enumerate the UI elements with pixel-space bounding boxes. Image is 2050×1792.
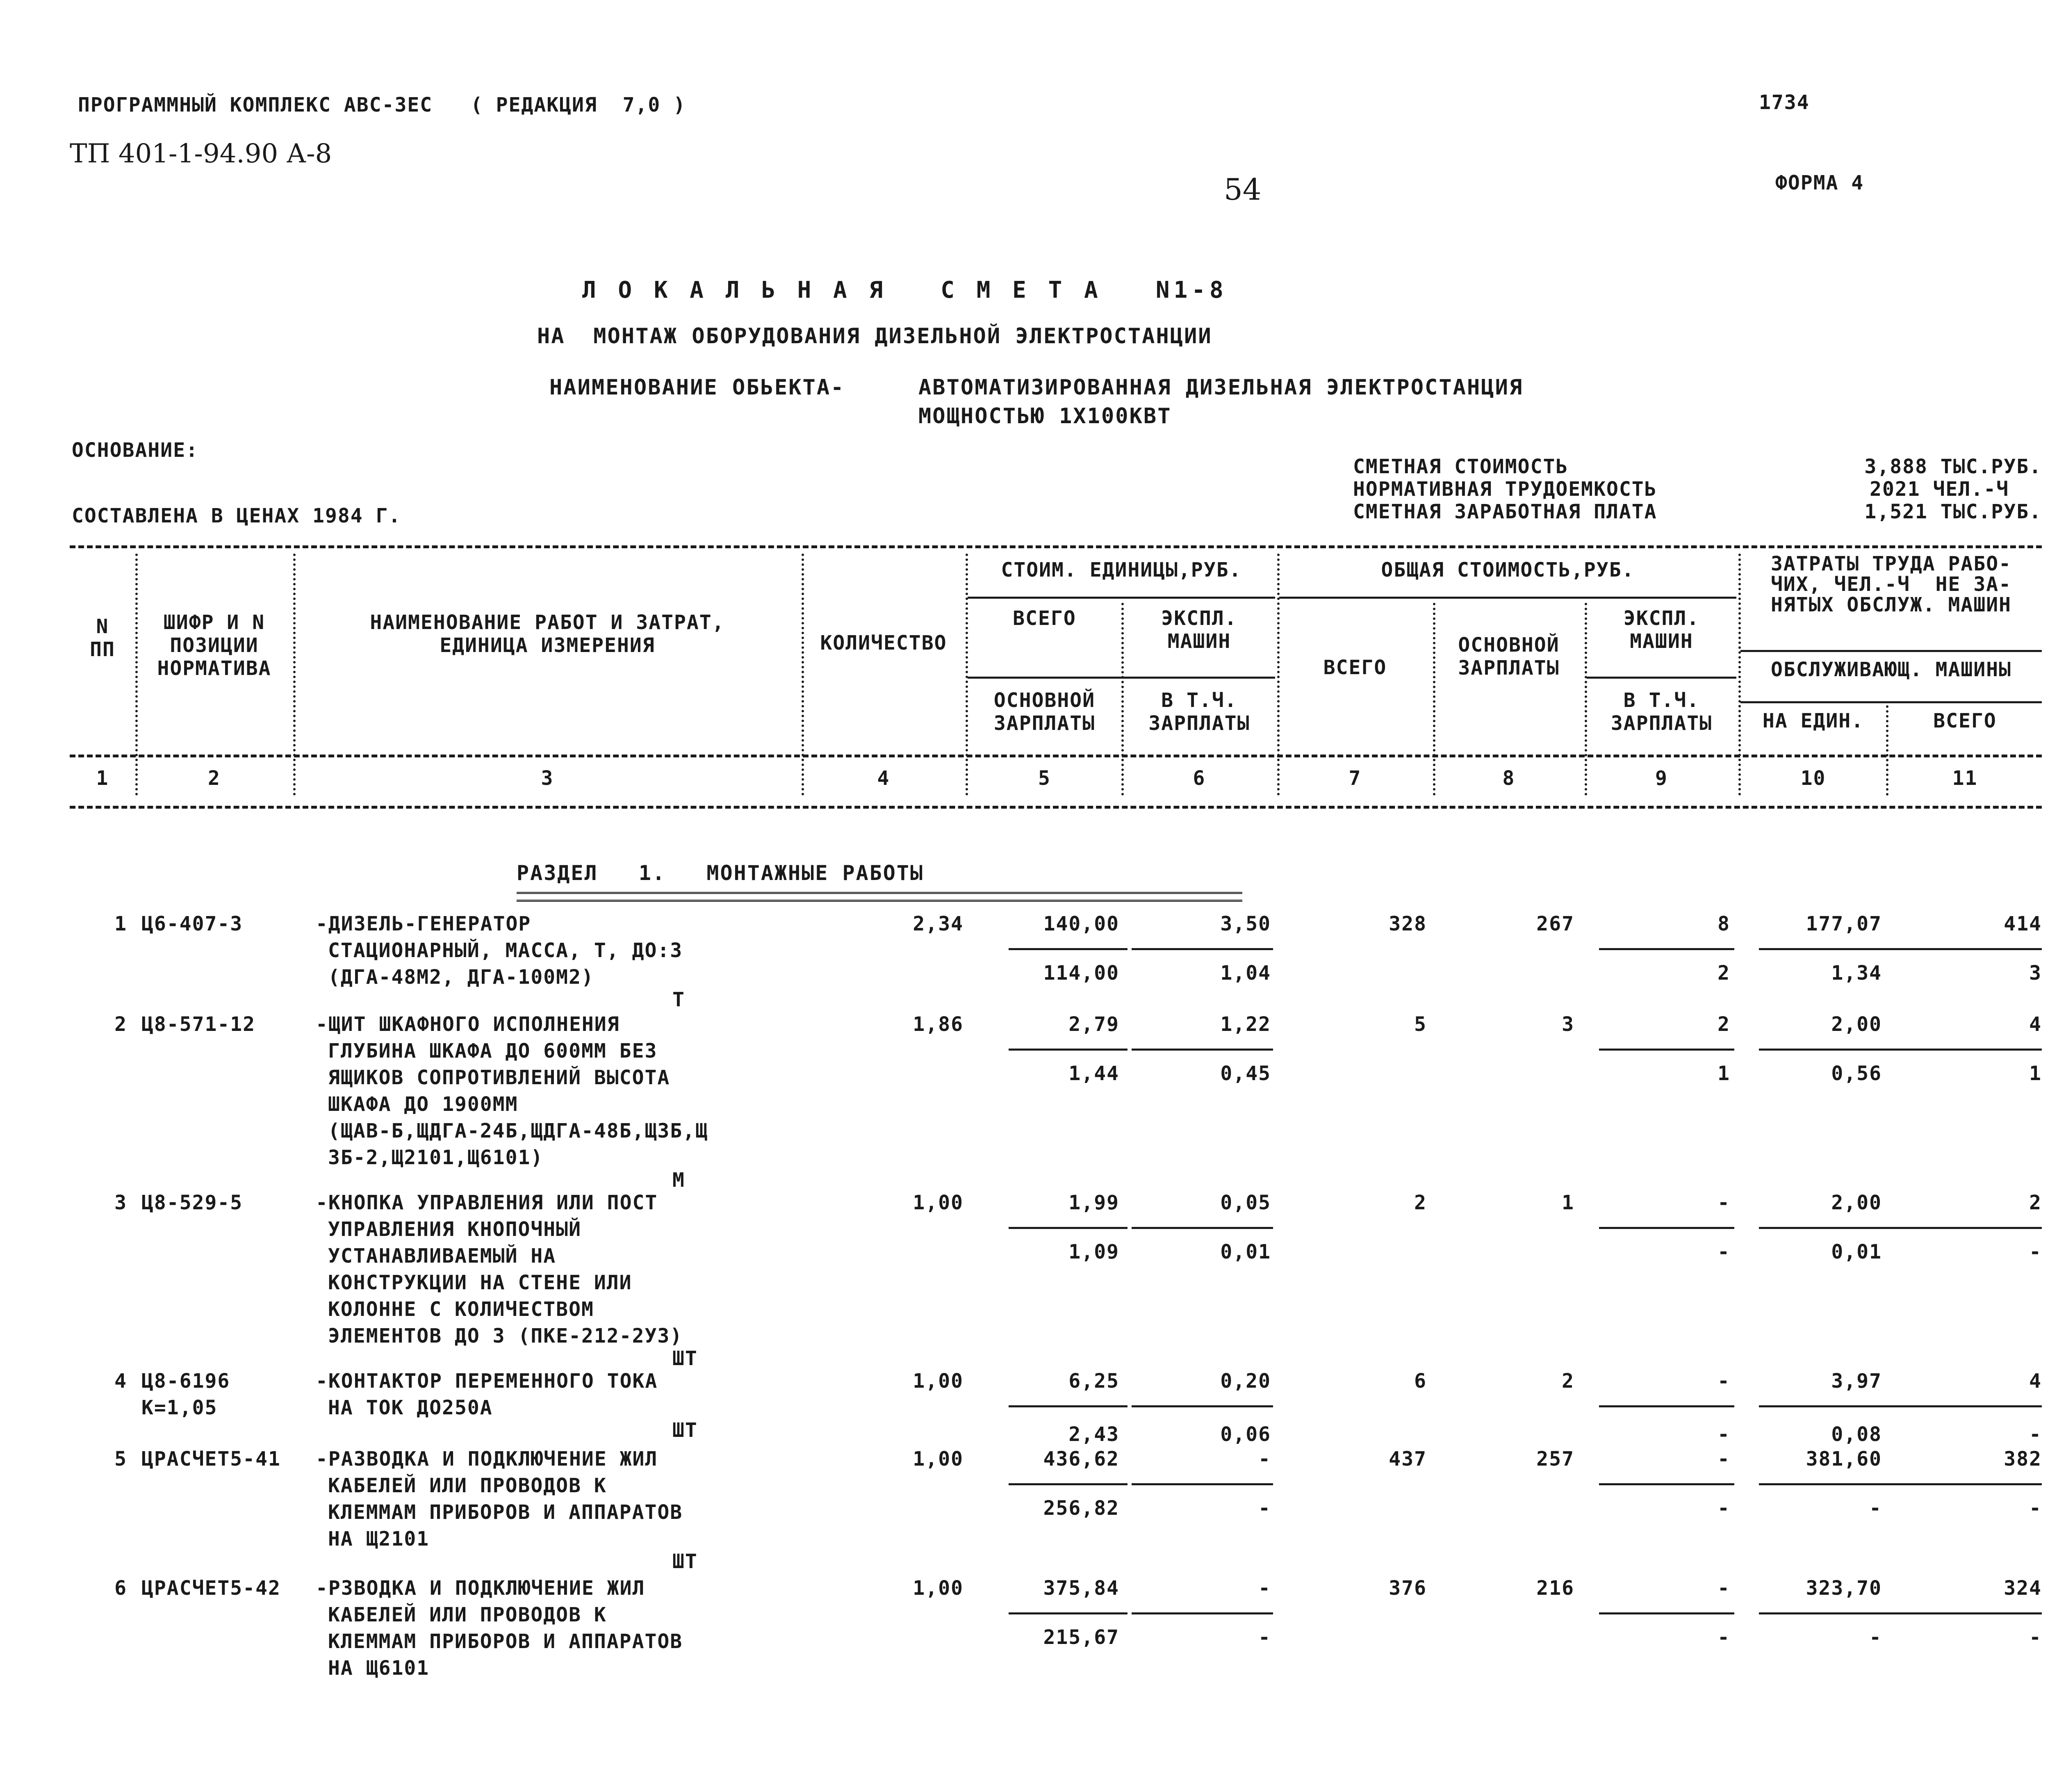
unit-cost-rule — [1132, 1483, 1273, 1485]
unit-cost-machines: - — [1258, 1448, 1271, 1471]
row-name-line: -КОНТАКТОР ПЕРЕМЕННОГО ТОКА — [316, 1370, 658, 1393]
col-header-unit-machines: ЭКСПЛ. МАШИН — [1161, 607, 1237, 653]
object-name-line1: АВТОМАТИЗИРОВАННАЯ ДИЗЕЛЬНАЯ ЭЛЕКТРОСТАНЦИЯ — [918, 375, 1524, 400]
header-bottom-rule — [70, 755, 2042, 757]
total-machines-rule — [1599, 948, 1734, 950]
object-label: НАИМЕНОВАНИЕ ОБЬЕКТА- — [549, 375, 845, 400]
total-cost: 376 — [1389, 1577, 1427, 1600]
labor-total-serv: 1 — [2029, 1062, 2042, 1085]
row-number: 4 — [114, 1370, 127, 1393]
total-machines-rule — [1599, 1612, 1734, 1614]
row-quantity: 1,00 — [913, 1191, 963, 1214]
unit-cost-rule — [1132, 948, 1273, 950]
section-title: РАЗДЕЛ 1. МОНТАЖНЫЕ РАБОТЫ — [517, 861, 924, 885]
document-code: ТП 401-1-94.90 А-8 — [70, 139, 332, 169]
row-quantity: 1,00 — [913, 1370, 963, 1393]
row-name-line: НА Щ2101 — [328, 1528, 430, 1550]
row-name-line: КЛЕММАМ ПРИБОРОВ И АППАРАТОВ — [328, 1501, 683, 1524]
row-name-line: (ДГА-48М2, ДГА-100М2) — [328, 966, 594, 989]
col-header-name: НАИМЕНОВАНИЕ РАБОТ И ЗАТРАТ, ЕДИНИЦА ИЗМЕРЕНИЯ — [370, 611, 725, 657]
col-header-total-machines: ЭКСПЛ. МАШИН — [1623, 607, 1700, 653]
col-header-unit-wage: ОСНОВНОЙ ЗАРПЛАТЫ — [993, 689, 1096, 735]
summary-value: 1,521 ТЫС.РУБ. — [1864, 500, 2042, 523]
total-cost: 437 — [1389, 1448, 1427, 1471]
unit-machine-wage: 0,01 — [1220, 1240, 1271, 1263]
labor-total: 4 — [2029, 1013, 2042, 1036]
col-header-quantity: КОЛИЧЕСТВО — [820, 632, 947, 654]
unit-cost-total: 6,25 — [1068, 1370, 1119, 1393]
unit-cost-rule — [1132, 1405, 1273, 1407]
row-name-line: ГЛУБИНА ШКАФА ДО 600ММ БЕЗ — [328, 1040, 658, 1062]
labor-total: 324 — [2004, 1577, 2042, 1600]
column-separator — [802, 554, 804, 796]
total-machines: - — [1717, 1191, 1730, 1214]
row-name-line: УСТАНАВЛИВАЕМЫЙ НА — [328, 1245, 556, 1268]
total-cost: 5 — [1414, 1013, 1427, 1036]
col-header-total-cost: ОБЩАЯ СТОИМОСТЬ,РУБ. — [1381, 559, 1635, 581]
total-machines: 8 — [1717, 912, 1730, 935]
header-inner-rule — [1740, 650, 2042, 652]
row-name-line: КОНСТРУКЦИИ НА СТЕНЕ ИЛИ — [328, 1271, 632, 1294]
total-machines: 2 — [1717, 1013, 1730, 1036]
summary-label: СМЕТНАЯ ЗАРАБОТНАЯ ПЛАТА — [1353, 500, 1657, 523]
row-name-line: -РЗВОДКА И ПОДКЛЮЧЕНИЕ ЖИЛ — [316, 1577, 645, 1600]
unit-cost-rule — [1132, 1049, 1273, 1051]
labor-rule — [1759, 1612, 2042, 1614]
row-code: Ц8-529-5 — [141, 1191, 243, 1214]
labor-rule — [1759, 1405, 2042, 1407]
column-number: 11 — [1952, 767, 1978, 790]
total-machines-rule — [1599, 1483, 1734, 1485]
unit-cost-machines: 0,05 — [1220, 1191, 1271, 1214]
column-number: 10 — [1800, 767, 1826, 790]
row-name-line: ЯЩИКОВ СОПРОТИВЛЕНИЙ ВЫСОТА — [328, 1066, 670, 1089]
row-name-line: НА Щ6101 — [328, 1657, 430, 1680]
labor-total-serv: - — [2029, 1423, 2042, 1446]
row-quantity: 2,34 — [913, 912, 963, 935]
unit-cost-machines: 3,50 — [1220, 912, 1271, 935]
unit-cost-rule — [1009, 1405, 1128, 1407]
labor-unit: 3,97 — [1831, 1370, 1882, 1393]
unit-cost-machines: 1,22 — [1220, 1013, 1271, 1036]
labor-total: 414 — [2004, 912, 2042, 935]
unit-cost-total: 140,00 — [1043, 912, 1119, 935]
total-machines: - — [1717, 1577, 1730, 1600]
labor-total: 4 — [2029, 1370, 2042, 1393]
unit-wage: 1,44 — [1068, 1062, 1119, 1085]
unit-cost-total: 2,79 — [1068, 1013, 1119, 1036]
column-number: 5 — [1038, 767, 1051, 790]
col-header-labor: ЗАТРАТЫ ТРУДА РАБО- ЧИХ, ЧЕЛ.-Ч НЕ ЗА- НЯТЫХ ОБСЛУЖ. МАШИН — [1770, 552, 2012, 616]
summary-value: 2021 ЧЕЛ.-Ч — [1870, 478, 2009, 501]
unit-cost-machines: 0,20 — [1220, 1370, 1271, 1393]
labor-unit: 177,07 — [1806, 912, 1882, 935]
header-inner-rule — [1740, 701, 2042, 703]
row-name-line: -КНОПКА УПРАВЛЕНИЯ ИЛИ ПОСТ — [316, 1191, 658, 1214]
total-wage: 216 — [1536, 1577, 1574, 1600]
total-cost: 2 — [1414, 1191, 1427, 1214]
unit-machine-wage: - — [1258, 1626, 1271, 1649]
unit-cost-total: 375,84 — [1043, 1577, 1119, 1600]
total-machines-rule — [1599, 1049, 1734, 1051]
column-number: 6 — [1193, 767, 1206, 790]
row-name-line: 3Б-2,Щ2101,Щ6101) — [328, 1146, 544, 1169]
col-header-labor-serv: ОБСЛУЖИВАЮЩ. МАШИНЫ — [1770, 658, 2012, 681]
unit-cost-total: 436,62 — [1043, 1448, 1119, 1471]
document-title: Л О К А Л Ь Н А Я С М Е Т А N1-8 — [582, 277, 1228, 303]
unit-cost-machines: - — [1258, 1577, 1271, 1600]
unit-wage: 2,43 — [1068, 1423, 1119, 1446]
program-header: ПРОГРАММНЫЙ КОМПЛЕКС АВС-3ЕС ( РЕДАКЦИЯ 7,0 ) — [78, 93, 686, 116]
total-machines-rule — [1599, 1405, 1734, 1407]
row-number: 5 — [114, 1448, 127, 1471]
header-inner-rule — [1587, 677, 1736, 679]
document-subtitle: НА МОНТАЖ ОБОРУДОВАНИЯ ДИЗЕЛЬНОЙ ЭЛЕКТРОСТАНЦИИ — [537, 324, 1212, 349]
row-name-line: СТАЦИОНАРНЫЙ, МАССА, Т, ДО:3 — [328, 939, 683, 962]
labor-unit: 2,00 — [1831, 1191, 1882, 1214]
total-wage: 257 — [1536, 1448, 1574, 1471]
labor-unit: 2,00 — [1831, 1013, 1882, 1036]
labor-total-serv: - — [2029, 1497, 2042, 1520]
basis-label: ОСНОВАНИЕ: — [72, 439, 198, 462]
unit-cost-rule — [1009, 1049, 1128, 1051]
col-header-unit-machine-wage: В Т.Ч. ЗАРПЛАТЫ — [1148, 689, 1250, 735]
column-number: 7 — [1348, 767, 1362, 790]
row-number: 2 — [114, 1013, 127, 1036]
row-code: Ц8-6196 — [141, 1370, 230, 1393]
unit-machine-wage: 0,45 — [1220, 1062, 1271, 1085]
total-wage: 3 — [1562, 1013, 1574, 1036]
col-header-total-machine-wage: В Т.Ч. ЗАРПЛАТЫ — [1610, 689, 1713, 735]
page-number: 1734 — [1759, 91, 1810, 114]
column-number: 9 — [1655, 767, 1668, 790]
object-name-line2: МОЩНОСТЬЮ 1Х100КВТ — [918, 404, 1172, 429]
unit-wage: 1,09 — [1068, 1240, 1119, 1263]
unit-cost-rule — [1009, 1612, 1128, 1614]
row-unit: ШТ — [672, 1550, 698, 1573]
row-name-line: ШКАФА ДО 1900ММ — [328, 1093, 518, 1116]
column-separator — [293, 554, 296, 796]
labor-total: 2 — [2029, 1191, 2042, 1214]
unit-cost-total: 1,99 — [1068, 1191, 1119, 1214]
header-inner-rule — [968, 597, 1275, 599]
row-unit: Т — [672, 988, 685, 1011]
row-name-line: КАБЕЛЕЙ ИЛИ ПРОВОДОВ К — [328, 1474, 607, 1497]
row-name-line: -РАЗВОДКА И ПОДКЛЮЧЕНИЕ ЖИЛ — [316, 1448, 658, 1471]
total-machines-rule — [1599, 1227, 1734, 1229]
labor-total: 382 — [2004, 1448, 2042, 1471]
col-header-unit-cost: СТОИМ. ЕДИНИЦЫ,РУБ. — [1001, 559, 1242, 581]
labor-rule — [1759, 1049, 2042, 1051]
row-name-line: -ДИЗЕЛЬ-ГЕНЕРАТОР — [316, 912, 531, 935]
section-title-underline — [517, 892, 1242, 902]
row-unit: ШТ — [672, 1347, 698, 1370]
unit-machine-wage: 1,04 — [1220, 962, 1271, 985]
unit-cost-rule — [1132, 1227, 1273, 1229]
row-unit: ШТ — [672, 1419, 698, 1442]
column-number: 8 — [1502, 767, 1515, 790]
labor-unit-serv: - — [1869, 1497, 1882, 1520]
total-machine-wage: - — [1717, 1423, 1730, 1446]
total-wage: 1 — [1562, 1191, 1574, 1214]
unit-machine-wage: 0,06 — [1220, 1423, 1271, 1446]
column-number: 2 — [208, 767, 221, 790]
row-code: ЦРАСЧЕТ5-42 — [141, 1577, 281, 1600]
row-code-coef: К=1,05 — [141, 1396, 218, 1419]
row-quantity: 1,00 — [913, 1448, 963, 1471]
row-name-line: КАБЕЛЕЙ ИЛИ ПРОВОДОВ К — [328, 1603, 607, 1626]
row-quantity: 1,00 — [913, 1577, 963, 1600]
unit-cost-rule — [1009, 948, 1128, 950]
total-wage: 267 — [1536, 912, 1574, 935]
row-name-line: КОЛОННЕ С КОЛИЧЕСТВОМ — [328, 1298, 594, 1321]
column-number: 4 — [877, 767, 890, 790]
row-name-line: УПРАВЛЕНИЯ КНОПОЧНЫЙ — [328, 1218, 581, 1241]
row-name-line: (ЩАВ-Б,ЩДГА-24Б,ЩДГА-48Б,Щ3Б,Щ — [328, 1119, 708, 1142]
col-header-labor-unit: НА ЕДИН. — [1762, 709, 1864, 732]
row-number: 1 — [114, 912, 127, 935]
total-cost: 328 — [1389, 912, 1427, 935]
row-code: Ц8-571-12 — [141, 1013, 256, 1036]
header-top-rule — [70, 545, 2042, 548]
col-header-code: ШИФР И N ПОЗИЦИИ НОРМАТИВА — [157, 611, 271, 680]
summary-value: 3,888 ТЫС.РУБ. — [1864, 455, 2042, 478]
form-label: ФОРМА 4 — [1775, 171, 1864, 194]
column-separator — [966, 554, 968, 796]
unit-wage: 215,67 — [1043, 1626, 1119, 1649]
col-header-total-all: ВСЕГО — [1323, 656, 1387, 679]
header-inner-rule — [968, 677, 1275, 679]
labor-unit-serv: 0,08 — [1831, 1423, 1882, 1446]
row-name-line: КЛЕММАМ ПРИБОРОВ И АППАРАТОВ — [328, 1630, 683, 1653]
col-header-total-wage: ОСНОВНОЙ ЗАРПЛАТЫ — [1458, 634, 1560, 679]
row-name-line: НА ТОК ДО250А — [328, 1396, 493, 1419]
unit-machine-wage: - — [1258, 1497, 1271, 1520]
column-number: 3 — [541, 767, 554, 790]
numbers-bottom-rule — [70, 806, 2042, 809]
labor-rule — [1759, 1227, 2042, 1229]
labor-unit-serv: - — [1869, 1626, 1882, 1649]
price-basis: СОСТАВЛЕНА В ЦЕНАХ 1984 Г. — [72, 504, 401, 527]
row-name-line: ЭЛЕМЕНТОВ ДО 3 (ПКЕ-212-2У3) — [328, 1325, 683, 1347]
labor-total-serv: - — [2029, 1240, 2042, 1263]
total-machine-wage: - — [1717, 1626, 1730, 1649]
total-machines: - — [1717, 1370, 1730, 1393]
page-number-handwritten: 54 — [1224, 172, 1262, 207]
total-cost: 6 — [1414, 1370, 1427, 1393]
total-machine-wage: 2 — [1717, 962, 1730, 985]
labor-rule — [1759, 1483, 2042, 1485]
row-code: Ц6-407-3 — [141, 912, 243, 935]
unit-wage: 256,82 — [1043, 1497, 1119, 1520]
col-header-n: N ПП — [90, 615, 115, 661]
row-number: 6 — [114, 1577, 127, 1600]
unit-wage: 114,00 — [1043, 962, 1119, 985]
row-name-line: -ЩИТ ШКАФНОГО ИСПОЛНЕНИЯ — [316, 1013, 620, 1036]
total-wage: 2 — [1562, 1370, 1574, 1393]
labor-rule — [1759, 948, 2042, 950]
row-quantity: 1,86 — [913, 1013, 963, 1036]
labor-unit-serv: 1,34 — [1831, 962, 1882, 985]
row-unit: М — [672, 1169, 685, 1192]
labor-total-serv: - — [2029, 1626, 2042, 1649]
summary-label: СМЕТНАЯ СТОИМОСТЬ — [1353, 455, 1569, 478]
col-header-unit-total: ВСЕГО — [1013, 607, 1076, 630]
labor-unit: 381,60 — [1806, 1448, 1882, 1471]
unit-cost-rule — [1009, 1227, 1128, 1229]
labor-unit: 323,70 — [1806, 1577, 1882, 1600]
row-code: ЦРАСЧЕТ5-41 — [141, 1448, 281, 1471]
labor-total-serv: 3 — [2029, 962, 2042, 985]
summary-label: НОРМАТИВНАЯ ТРУДОЕМКОСТЬ — [1353, 478, 1657, 501]
column-number: 1 — [96, 767, 109, 790]
header-inner-rule — [1279, 597, 1736, 599]
total-machines: - — [1717, 1448, 1730, 1471]
labor-unit-serv: 0,56 — [1831, 1062, 1882, 1085]
total-machine-wage: - — [1717, 1497, 1730, 1520]
unit-cost-rule — [1009, 1483, 1128, 1485]
total-machine-wage: - — [1717, 1240, 1730, 1263]
unit-cost-rule — [1132, 1612, 1273, 1614]
row-number: 3 — [114, 1191, 127, 1214]
col-header-labor-total: ВСЕГО — [1933, 709, 1997, 732]
total-machine-wage: 1 — [1717, 1062, 1730, 1085]
labor-unit-serv: 0,01 — [1831, 1240, 1882, 1263]
